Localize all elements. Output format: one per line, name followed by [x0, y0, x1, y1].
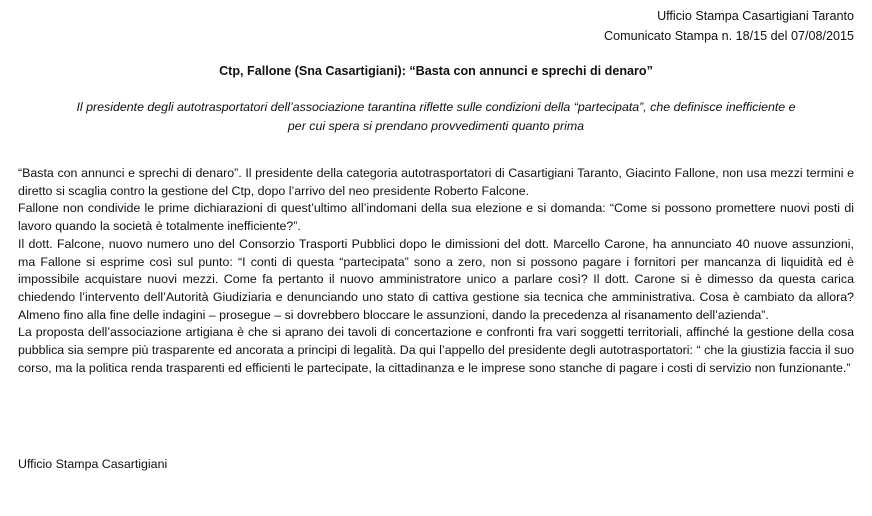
body-paragraph: Il dott. Falcone, nuovo numero uno del Consorzio Trasporti Pubblici dopo le dimissioni del dott. Marcello Carone, ha annunciato 40 nuove assunzioni, ma Fallone si esprime così sul punto: “I conti di questa “partecipata” sono a zero, non si possono pagare i fornitori per mancanza di liquidità ed è impossibile acquistare nuovi mezzi. Come fa pertanto il nuovo amministratore unico a parlare così? Il dott. Carone si è dimesso da questa carica chiedendo l’intervento dell’Autorità Giudiziaria e denunciando uno stato di cattiva gestione sia tecnica che amministrativa. Cosa è cambiato da allora? Almeno fino alla fine delle indagini – prosegue – si dovrebbero bloccare le assunzioni, dando la precedenza al risanamento dell’azienda”. [18, 236, 854, 322]
subtitle-line: per cui spera si prendano provvedimenti quanto prima [287, 119, 585, 133]
press-release-body [18, 165, 854, 377]
body-paragraph: Fallone non condivide le prime dichiarazioni di quest’ultimo all’indomani della sua elezione e si domanda: “Come si possono promettere nuovi posti di lavoro quando la società è totalmente inefficiente?”. [18, 201, 854, 234]
body-paragraph: “Basta con annunci e sprechi di denaro”. Il presidente della categoria autotrasportatori di Casartigiani Taranto, Giacinto Fallone, non usa mezzi termini e diretto si scaglia contro la gestione del Ctp, dopo l’arrivo del neo presidente Roberto Falcone. [18, 166, 854, 198]
press-office-header [604, 6, 854, 46]
press-release-subtitle [20, 98, 852, 136]
signature: Ufficio Stampa Casartigiani [18, 457, 168, 471]
subtitle-line: Il presidente degli autotrasportatori dell’associazione tarantina riflette sulle condizioni della “partecipata”, che definisce inefficiente e [76, 100, 796, 114]
office-name: Ufficio Stampa Casartigiani Taranto [657, 9, 854, 23]
press-release-title: Ctp, Fallone (Sna Casartigiani): “Basta con annunci e sprechi di denaro” [219, 64, 653, 78]
release-number: Comunicato Stampa n. 18/15 del 07/08/2015 [604, 29, 854, 43]
body-paragraph: La proposta dell’associazione artigiana è che si aprano dei tavoli di concertazione e confronti fra vari soggetti territoriali, affinché la gestione della cosa pubblica sia sempre più trasparente ed ancorata a principi di legalità. Da qui l’appello del presidente degli autotrasportatori: “ che la giustizia faccia il suo corso, ma la politica renda trasparenti ed efficienti le partecipate, la cittadinanza e le imprese sono stanche di pagare i costi di servizio non funzionante.” [18, 325, 854, 375]
